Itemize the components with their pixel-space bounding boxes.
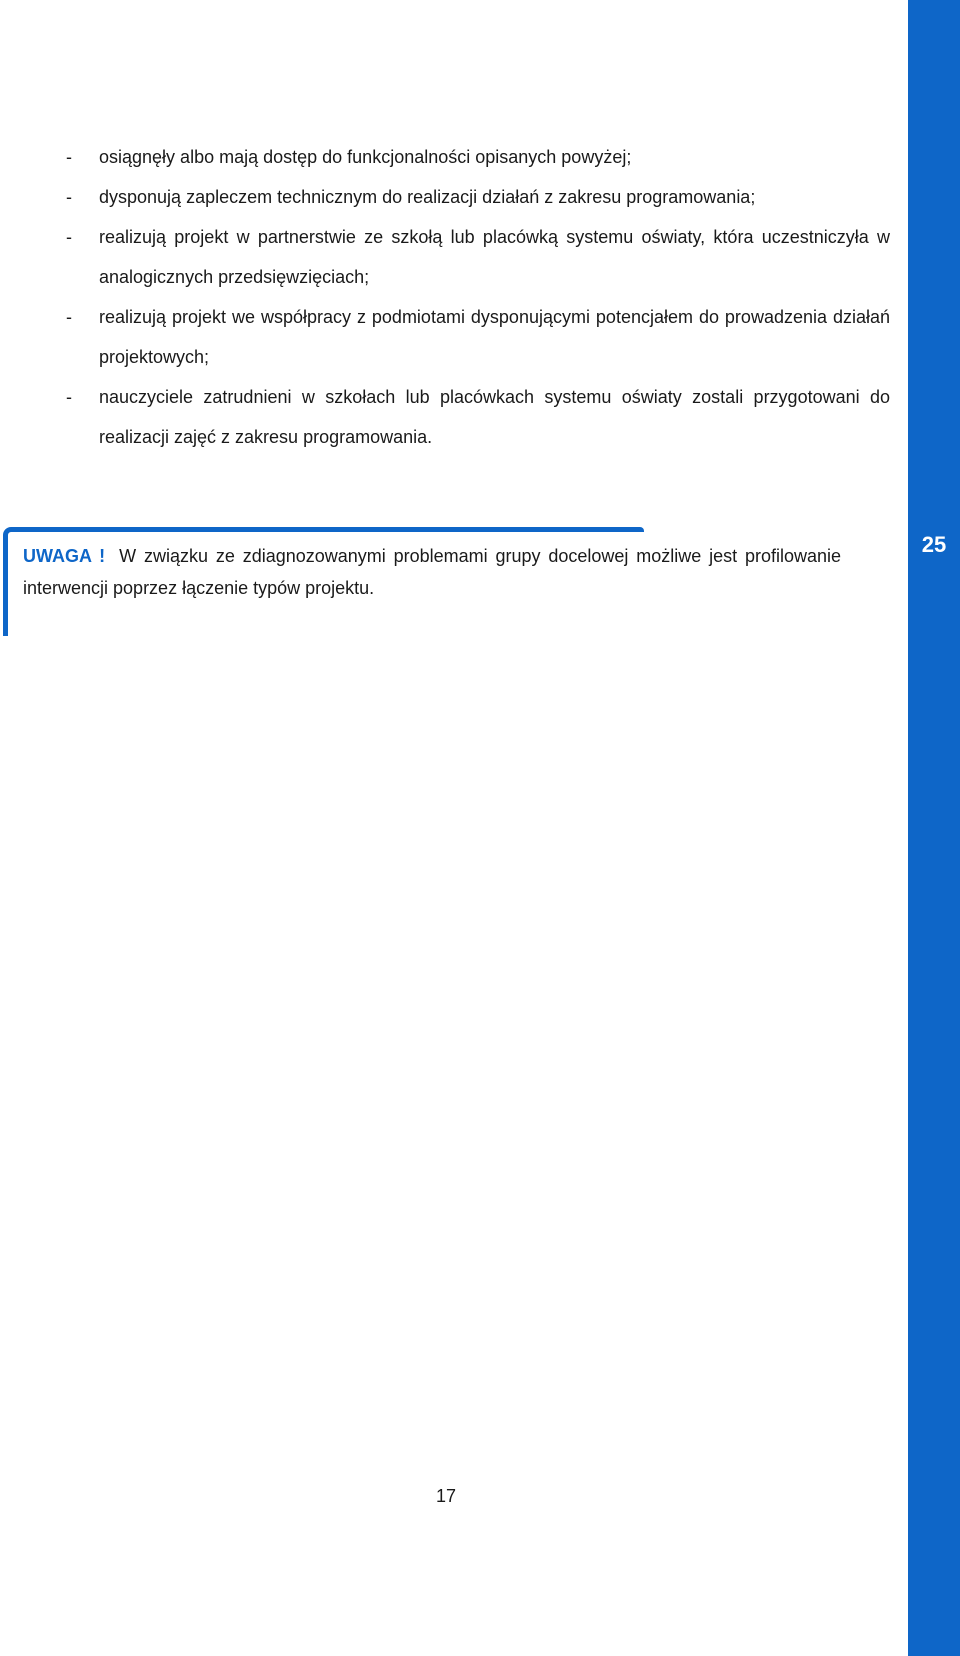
bullet-dash: - — [66, 227, 72, 247]
list-item-text: realizują projekt w partnerstwie ze szkołą lub placówką systemu oświaty, która uczestniczyła w analogicznych przedsięwzięciach; — [99, 227, 890, 287]
note-label: UWAGA ! — [23, 546, 106, 566]
bullet-dash: - — [66, 187, 72, 207]
list-item-text: realizują projekt we współpracy z podmiotami dysponującymi potencjałem do prowadzenia działań projektowych; — [99, 307, 890, 367]
list-item — [66, 297, 890, 377]
list-item-text: nauczyciele zatrudnieni w szkołach lub placówkach systemu oświaty zostali przygotowani do realizacji zajęć z zakresu programowania. — [99, 387, 890, 447]
side-tab-number: 25 — [921, 532, 947, 557]
list-item — [66, 217, 890, 297]
list-item-text: dysponują zapleczem technicznym do realizacji działań z zakresu programowania; — [99, 187, 756, 207]
side-accent-bar — [908, 0, 960, 1656]
note-body: W związku ze zdiagnozowanymi problemami grupy docelowej możliwe jest profilowanie interwencji poprzez łączenie typów projektu. — [23, 546, 842, 598]
list-item — [66, 177, 890, 217]
bullet-dash: - — [66, 387, 72, 407]
note-paragraph — [23, 540, 841, 604]
list-item-text: osiągnęły albo mają dostęp do funkcjonalności opisanych powyżej; — [99, 147, 632, 167]
list-item — [66, 377, 890, 457]
requirements-list — [66, 137, 890, 457]
bullet-dash: - — [66, 307, 72, 327]
page-number: 17 — [435, 1486, 457, 1506]
list-item — [66, 137, 890, 177]
bullet-dash: - — [66, 147, 72, 167]
